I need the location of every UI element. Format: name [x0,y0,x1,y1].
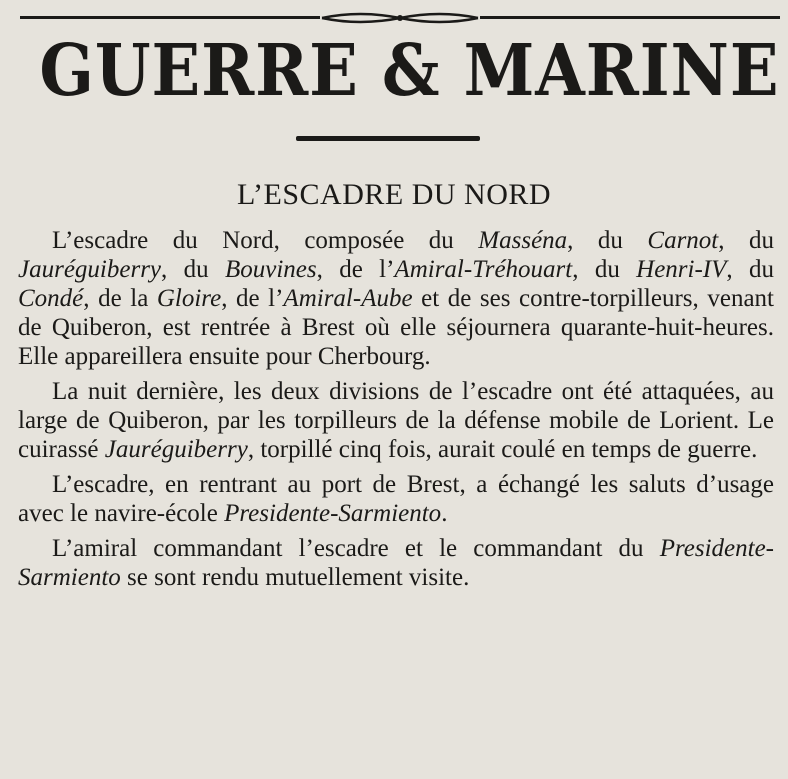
text-run: , de la [83,285,157,312]
ship-name: Presidente-Sarmiento [224,500,442,527]
ship-name: Gloire [156,285,222,312]
text-run: L’escadre du Nord, composée du [52,227,479,254]
text-run: . [441,500,448,527]
article-heading: L’ESCADRE DU NORD [236,178,552,211]
ship-name: Jauréguiberry [18,256,162,283]
text-run: La nuit dernière, les deux divisions de l’escadre ont été attaquées, au large de Quiberon, par les torpilleurs de la défense mobile de Lorient. Le cuirassé [18,378,774,463]
article-paragraph [18,534,774,592]
section-title: GUERRE & MARINE [39,28,780,112]
ornament-flourish-icon [320,10,480,26]
article-body [18,226,774,598]
text-run: , du [718,227,775,254]
text-run: et de ses contre-torpilleurs, venant de Quiberon, est rentrée à Brest où elle séjournera quarante-huit-heures. Elle appareillera ensuite pour Cherbourg. [18,285,774,370]
article-paragraph [18,226,774,371]
ship-name: Jauréguiberry [104,436,248,463]
text-run: , de l’ [221,285,284,312]
ship-name: Amiral-Aube [283,285,413,312]
title-underline [296,136,480,141]
text-run: , de l’ [316,256,395,283]
text-run: , du [161,256,225,283]
ship-name: Masséna [478,227,568,254]
text-run: , du [726,256,774,283]
ship-name: Presidente-Sarmiento [18,535,774,591]
article-paragraph [18,377,774,464]
ship-name: Bouvines [224,256,317,283]
article-paragraph [18,470,774,528]
ship-name: Henri-IV [636,256,727,283]
text-run: L’amiral commandant l’escadre et le commandant du [52,535,660,562]
ship-name: Condé [18,285,84,312]
text-run: , torpillé cinq fois, aurait coulé en temps de guerre. [247,436,758,463]
text-run: , du [567,227,648,254]
ship-name: Amiral-Tréhouart [394,256,573,283]
text-run: L’escadre, en rentrant au port de Brest, a échangé les saluts d’usage avec le navire-école [18,471,774,527]
text-run: se sont rendu mutuellement visite. [120,564,470,591]
ship-name: Carnot [647,227,719,254]
text-run: , du [572,256,637,283]
